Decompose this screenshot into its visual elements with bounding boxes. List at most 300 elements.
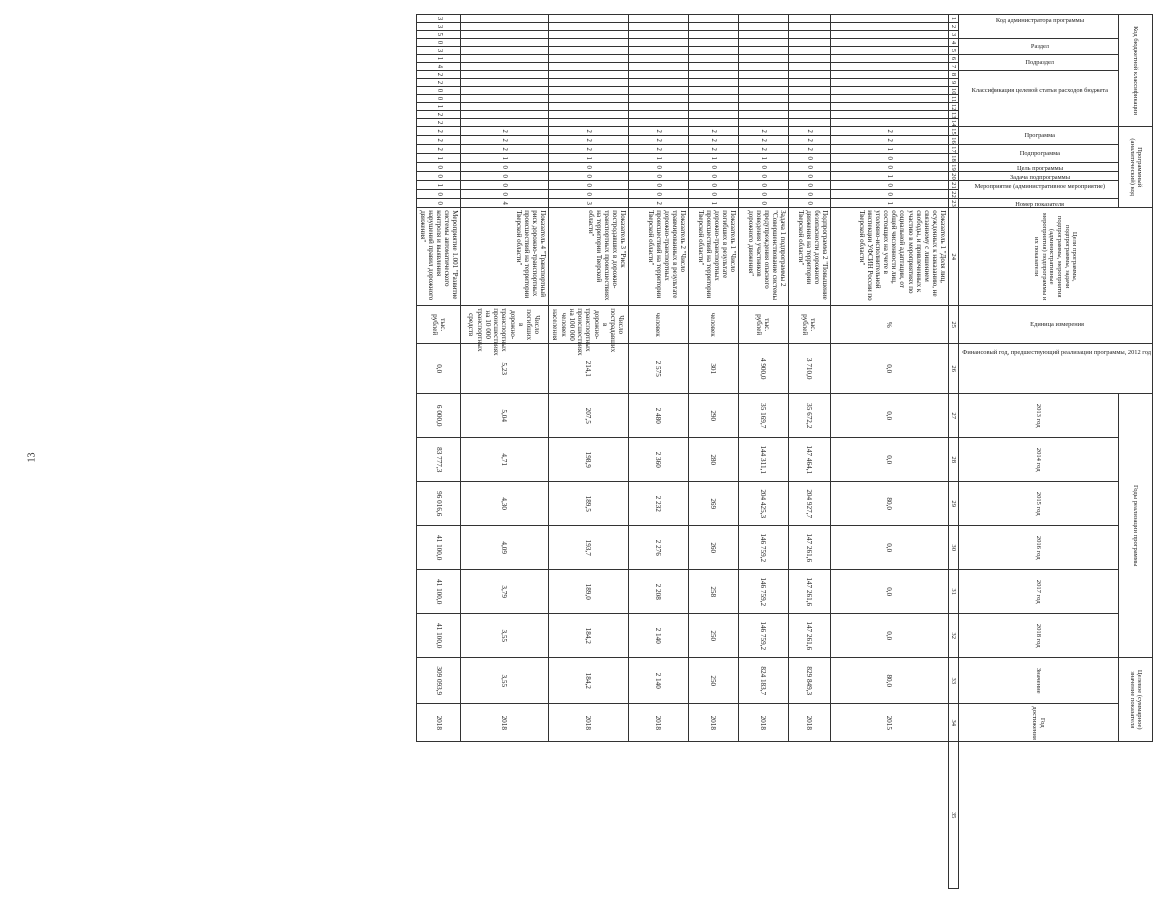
code-cell: 2 (688, 127, 738, 136)
column-number: 18 (950, 155, 958, 162)
code-cell (830, 47, 948, 55)
code-cell: 1 (830, 199, 948, 208)
row-name: Показатель 1 "Число погибших в результате дорожно-транспортных происшествий на территории Тверской области" (688, 208, 738, 306)
header-razdel: Раздел (958, 39, 1118, 55)
program-indicators-table (416, 14, 1153, 889)
code-cell: 0 (738, 181, 788, 190)
row-name: Показатель 4 "Транспортный риск дорожно-транспортных происшествий на территории Тверской области" (460, 208, 548, 306)
row-base-value: 0,0 (830, 344, 948, 394)
column-number: 29 (948, 482, 958, 526)
row-base-value: 0,0 (417, 344, 460, 394)
code-cell: 2 (417, 71, 460, 79)
column-number: 12 (950, 104, 958, 111)
column-number: 4 (948, 39, 958, 47)
column-number: 3 (948, 31, 958, 39)
row-name: Подпрограмма 2 "Повышение безопасности дорожного движения на территории Тверской области" (788, 208, 830, 306)
rotated-table-container (418, 14, 1153, 889)
code-cell (830, 55, 948, 63)
column-number: 27 (948, 394, 958, 438)
row-year-value: 250 (688, 614, 738, 658)
code-cell (688, 87, 738, 95)
row-year-value: 83 777,3 (417, 438, 460, 482)
code-cell (460, 71, 548, 79)
code-cell: 2 (688, 145, 738, 154)
code-cell (688, 95, 738, 103)
code-cell: 0 (460, 163, 548, 172)
code-cell: 0 (738, 190, 788, 199)
column-number: 21 (950, 182, 958, 189)
code-cell: 1 (688, 199, 738, 208)
code-cell: 5 (417, 31, 460, 39)
row-year-value: 41 100,0 (417, 614, 460, 658)
code-cell: 2 (548, 145, 628, 154)
column-number: 8 (948, 71, 958, 79)
code-cell: 0 (628, 181, 688, 190)
code-cell: 2 (830, 136, 948, 145)
code-cell (628, 79, 688, 87)
row-year-value: 147 261,6 (788, 526, 830, 570)
column-number: 32 (948, 614, 958, 658)
code-cell: 0 (688, 163, 738, 172)
code-cell: 2 (628, 127, 688, 136)
column-number: 22 (950, 191, 958, 198)
code-cell (548, 95, 628, 103)
row-year-value: 3,79 (460, 570, 548, 614)
column-number: 23 (950, 200, 958, 207)
code-cell (628, 23, 688, 31)
code-cell (628, 95, 688, 103)
code-cell: 2 (460, 127, 548, 136)
header-budget-classification: Код бюджетной классификации (1119, 15, 1153, 127)
header-year-2018: 2018 год (958, 614, 1118, 658)
code-cell (830, 31, 948, 39)
row-base-value: 5,23 (460, 344, 548, 394)
row-final-value: 80,0 (830, 658, 948, 704)
row-year-value: 146 759,2 (738, 570, 788, 614)
row-year-value: 204 425,3 (738, 482, 788, 526)
code-cell: 1 (417, 154, 460, 163)
code-cell: 1 (830, 172, 948, 181)
row-final-value: 824 183,7 (738, 658, 788, 704)
code-cell (830, 63, 948, 71)
code-cell (688, 111, 738, 119)
code-cell: 0 (548, 163, 628, 172)
code-cell (688, 47, 738, 55)
column-number: 26 (948, 344, 958, 394)
code-cell (548, 15, 628, 23)
code-cell: 0 (788, 190, 830, 199)
code-cell (830, 87, 948, 95)
code-cell: 1 (417, 55, 460, 63)
row-final-year: 2018 (738, 704, 788, 742)
code-cell: 1 (738, 154, 788, 163)
row-year-value: 147 464,1 (788, 438, 830, 482)
code-cell (738, 95, 788, 103)
column-number: 6 (948, 55, 958, 63)
header-value: Значение (958, 658, 1118, 704)
code-cell (788, 119, 830, 127)
code-cell (460, 63, 548, 71)
code-cell (628, 47, 688, 55)
code-cell: 2 (417, 111, 460, 119)
code-cell (548, 55, 628, 63)
code-cell: 0 (830, 190, 948, 199)
table-row (738, 15, 788, 889)
code-cell (460, 95, 548, 103)
row-year-value: 3,55 (460, 614, 548, 658)
code-cell (738, 111, 788, 119)
column-number: 33 (948, 658, 958, 704)
table-row (628, 15, 688, 889)
code-cell: 0 (688, 190, 738, 199)
code-cell (548, 63, 628, 71)
code-cell (460, 111, 548, 119)
table-body (417, 15, 948, 889)
code-cell (738, 15, 788, 23)
code-cell (738, 87, 788, 95)
code-cell: 2 (788, 136, 830, 145)
code-cell: 1 (628, 154, 688, 163)
header-base-year: Финансовый год, предшествующий реализации программы, 2012 год (958, 344, 1152, 394)
row-unit: человек (628, 306, 688, 344)
column-number: 31 (948, 570, 958, 614)
column-number: 15 (950, 128, 958, 135)
code-cell (460, 31, 548, 39)
code-cell (788, 63, 830, 71)
row-year-value: 290 (688, 394, 738, 438)
code-cell (460, 119, 548, 127)
code-cell (548, 71, 628, 79)
row-year-value: 147 261,6 (788, 614, 830, 658)
code-cell (738, 31, 788, 39)
header-year-2017: 2017 год (958, 570, 1118, 614)
row-year-value: 2 480 (628, 394, 688, 438)
header-program-code: Программный (аналитический) код (1119, 127, 1153, 208)
table-row (460, 15, 548, 889)
code-cell: 3 (417, 23, 460, 31)
code-cell: 2 (788, 127, 830, 136)
code-cell (628, 15, 688, 23)
row-year-value: 207,5 (548, 394, 628, 438)
row-year-value: 0,0 (830, 526, 948, 570)
column-number: 20 (950, 173, 958, 180)
row-year-value: 96 016,6 (417, 482, 460, 526)
code-cell (830, 23, 948, 31)
code-cell (688, 103, 738, 111)
table-row (788, 15, 830, 889)
column-numbers-row (948, 15, 958, 889)
code-cell (788, 55, 830, 63)
header-year-2014: 2014 год (958, 438, 1118, 482)
code-cell: 0 (830, 163, 948, 172)
row-final-value: 250 (688, 658, 738, 704)
code-cell (788, 103, 830, 111)
code-cell: 2 (417, 145, 460, 154)
row-year-value: 258 (688, 570, 738, 614)
code-cell (788, 15, 830, 23)
code-cell: 4 (460, 199, 548, 208)
code-cell (460, 47, 548, 55)
row-year-value: 5,04 (460, 394, 548, 438)
row-year-value: 2 360 (628, 438, 688, 482)
row-unit: тыс. рублей (788, 306, 830, 344)
row-final-value: 3,55 (460, 658, 548, 704)
header-unit: Единица измерения (958, 306, 1152, 344)
column-number: 14 (950, 120, 958, 127)
code-cell: 0 (548, 181, 628, 190)
row-year-value: 2 276 (628, 526, 688, 570)
row-final-year: 2018 (788, 704, 830, 742)
code-cell: 0 (628, 163, 688, 172)
code-cell: 1 (688, 154, 738, 163)
code-cell: 3 (417, 15, 460, 23)
code-cell: 0 (417, 199, 460, 208)
column-number: 34 (948, 704, 958, 742)
code-cell: 2 (460, 136, 548, 145)
code-cell (460, 39, 548, 47)
code-cell (738, 23, 788, 31)
row-base-value: 301 (688, 344, 738, 394)
row-name: Показатель 2 "Число травмированных в результате дорожно-транспортных происшествий на территории Тверской области" (628, 208, 688, 306)
row-year-value: 147 261,6 (788, 570, 830, 614)
code-cell: 2 (738, 136, 788, 145)
row-final-value: 184,2 (548, 658, 628, 704)
row-year-value: 4,71 (460, 438, 548, 482)
header-achievement-year: Год достижения (958, 704, 1118, 742)
code-cell (548, 79, 628, 87)
code-cell: 2 (738, 127, 788, 136)
code-cell: 3 (417, 47, 460, 55)
column-number: 24 (948, 208, 958, 306)
row-year-value: 0,0 (830, 570, 948, 614)
code-cell: 2 (417, 79, 460, 87)
code-cell: 0 (417, 190, 460, 199)
row-name: Показатель 3 "Риск постродавших в дорожно-транспортных происшествиях на территории Тверской области" (548, 208, 628, 306)
code-cell: 1 (830, 145, 948, 154)
code-cell: 2 (628, 145, 688, 154)
column-number: 35 (948, 742, 958, 889)
code-cell (548, 103, 628, 111)
row-year-value: 198,9 (548, 438, 628, 482)
row-base-value: 214,1 (548, 344, 628, 394)
code-cell: 0 (460, 190, 548, 199)
column-number: 30 (948, 526, 958, 570)
header-event-number: Номер показателя (958, 199, 1118, 208)
row-final-year: 2015 (830, 704, 948, 742)
code-cell (788, 39, 830, 47)
row-year-value: 2 232 (628, 482, 688, 526)
code-cell (788, 23, 830, 31)
code-cell (548, 31, 628, 39)
row-year-value: 146 759,2 (738, 614, 788, 658)
code-cell (460, 15, 548, 23)
code-cell: 0 (788, 163, 830, 172)
code-cell: 3 (548, 199, 628, 208)
column-number: 19 (950, 164, 958, 171)
header-year-2015: 2015 год (958, 482, 1118, 526)
code-cell (830, 103, 948, 111)
code-cell (460, 79, 548, 87)
header-subprogram: Подпрограмма (958, 145, 1118, 163)
code-cell (830, 39, 948, 47)
code-cell: 0 (460, 181, 548, 190)
row-final-year: 2018 (417, 704, 460, 742)
code-cell (688, 71, 738, 79)
table-row (830, 15, 948, 889)
row-unit: % (830, 306, 948, 344)
code-cell: 0 (738, 199, 788, 208)
code-cell: 2 (830, 127, 948, 136)
code-cell: 0 (788, 172, 830, 181)
column-number: 13 (950, 112, 958, 119)
column-number: 1 (948, 15, 958, 23)
code-cell: 1 (417, 103, 460, 111)
code-cell (830, 71, 948, 79)
code-cell: 0 (548, 172, 628, 181)
column-number: 16 (950, 137, 958, 144)
code-cell (738, 119, 788, 127)
row-final-value: 829 849,3 (788, 658, 830, 704)
row-year-value: 4,30 (460, 482, 548, 526)
code-cell: 2 (688, 136, 738, 145)
code-cell: 0 (460, 172, 548, 181)
row-unit: тыс. рублей (738, 306, 788, 344)
table-row (688, 15, 738, 889)
code-cell: 0 (688, 172, 738, 181)
code-cell (738, 79, 788, 87)
code-cell (688, 15, 738, 23)
header-podrazdel: Подраздел (958, 55, 1118, 71)
code-cell: 0 (417, 95, 460, 103)
table-row (417, 15, 460, 889)
row-year-value: 184,2 (548, 614, 628, 658)
page-number: 13 (26, 452, 38, 463)
code-cell (738, 47, 788, 55)
code-cell (548, 87, 628, 95)
code-cell (688, 55, 738, 63)
row-year-value: 4,09 (460, 526, 548, 570)
code-cell (548, 39, 628, 47)
code-cell: 2 (460, 145, 548, 154)
code-cell: 0 (628, 172, 688, 181)
row-year-value: 269 (688, 482, 738, 526)
header-goal: Цель программы (958, 163, 1118, 172)
code-cell (628, 111, 688, 119)
code-cell: 2 (738, 145, 788, 154)
row-year-value: 0,0 (830, 614, 948, 658)
code-cell: 2 (628, 136, 688, 145)
header-event: Мероприятие (административное мероприятие) (958, 181, 1118, 199)
row-final-year: 2018 (688, 704, 738, 742)
code-cell: 0 (417, 39, 460, 47)
code-cell (788, 111, 830, 119)
row-base-value: 4 900,0 (738, 344, 788, 394)
code-cell: 0 (417, 172, 460, 181)
code-cell (548, 47, 628, 55)
row-name: Мероприятие 1.001 "Развитие системы автоматического контроля и выявления нарушений правил дорожного движения" (417, 208, 460, 306)
code-cell (628, 71, 688, 79)
code-cell (688, 119, 738, 127)
row-year-value: 189,0 (548, 570, 628, 614)
code-cell: 1 (548, 154, 628, 163)
column-number: 17 (950, 146, 958, 153)
code-cell: 0 (688, 181, 738, 190)
code-cell (688, 31, 738, 39)
code-cell (628, 55, 688, 63)
header-year-2016: 2016 год (958, 526, 1118, 570)
code-cell: 0 (830, 181, 948, 190)
code-cell (738, 55, 788, 63)
code-cell (460, 103, 548, 111)
row-year-value: 146 759,2 (738, 526, 788, 570)
row-year-value: 41 100,0 (417, 570, 460, 614)
column-number: 11 (950, 96, 958, 103)
row-unit: Число погибших в дорожно-транспортных происшествиях на 10 000 транспортных средств (460, 306, 548, 344)
code-cell: 0 (628, 190, 688, 199)
code-cell (548, 23, 628, 31)
code-cell (788, 31, 830, 39)
code-cell (688, 39, 738, 47)
row-base-value: 3 710,0 (788, 344, 830, 394)
column-number: 5 (948, 47, 958, 55)
code-cell: 0 (788, 199, 830, 208)
code-cell (628, 39, 688, 47)
row-year-value: 189,5 (548, 482, 628, 526)
code-cell: 4 (417, 63, 460, 71)
row-final-value: 309 093,9 (417, 658, 460, 704)
code-cell (738, 39, 788, 47)
code-cell (460, 87, 548, 95)
code-cell (830, 119, 948, 127)
row-year-value: 2 208 (628, 570, 688, 614)
code-cell (548, 119, 628, 127)
row-final-year: 2018 (460, 704, 548, 742)
row-final-year: 2018 (628, 704, 688, 742)
row-year-value: 280 (688, 438, 738, 482)
code-cell (460, 23, 548, 31)
header-final-value: Целевое (суммарное) значение показателя (1119, 658, 1153, 742)
row-year-value: 80,0 (830, 482, 948, 526)
code-cell (688, 23, 738, 31)
code-cell (830, 95, 948, 103)
row-year-value: 6 000,0 (417, 394, 460, 438)
row-year-value: 41 100,0 (417, 526, 460, 570)
row-year-value: 2 140 (628, 614, 688, 658)
column-number: 25 (948, 306, 958, 344)
code-cell: 0 (548, 190, 628, 199)
code-cell (460, 55, 548, 63)
row-year-value: 144 311,1 (738, 438, 788, 482)
code-cell (738, 71, 788, 79)
column-number: 9 (948, 79, 958, 87)
code-cell (788, 47, 830, 55)
header-program-years: Годы реализации программы (1119, 394, 1153, 658)
row-name: Задача 1 подпрограммы 2 "Совершенствование системы предупреждения опасного поведения участников дорожного движения" (738, 208, 788, 306)
row-year-value: 204 927,7 (788, 482, 830, 526)
header-classification: Классификация целевой статьи расходов бюджета (958, 71, 1118, 127)
column-number: 2 (948, 23, 958, 31)
code-cell: 2 (417, 119, 460, 127)
code-cell: 0 (788, 181, 830, 190)
header-task: Задача подпрограммы (958, 172, 1118, 181)
code-cell: 2 (548, 127, 628, 136)
code-cell (628, 103, 688, 111)
header-admin-code: Код администратора программы (958, 15, 1118, 39)
row-name: Показатель 1 "Доля лиц, осужденных к наказанию, не связанному с лишением свободы, и привлеченных к участию в мероприятиях по социальной адаптации, от общей численности лиц, состоящих на учете в уголовно-исполнительной инспекции УФСИН России по Тверской области" (830, 208, 948, 306)
code-cell: 0 (738, 172, 788, 181)
code-cell (688, 63, 738, 71)
code-cell (830, 15, 948, 23)
